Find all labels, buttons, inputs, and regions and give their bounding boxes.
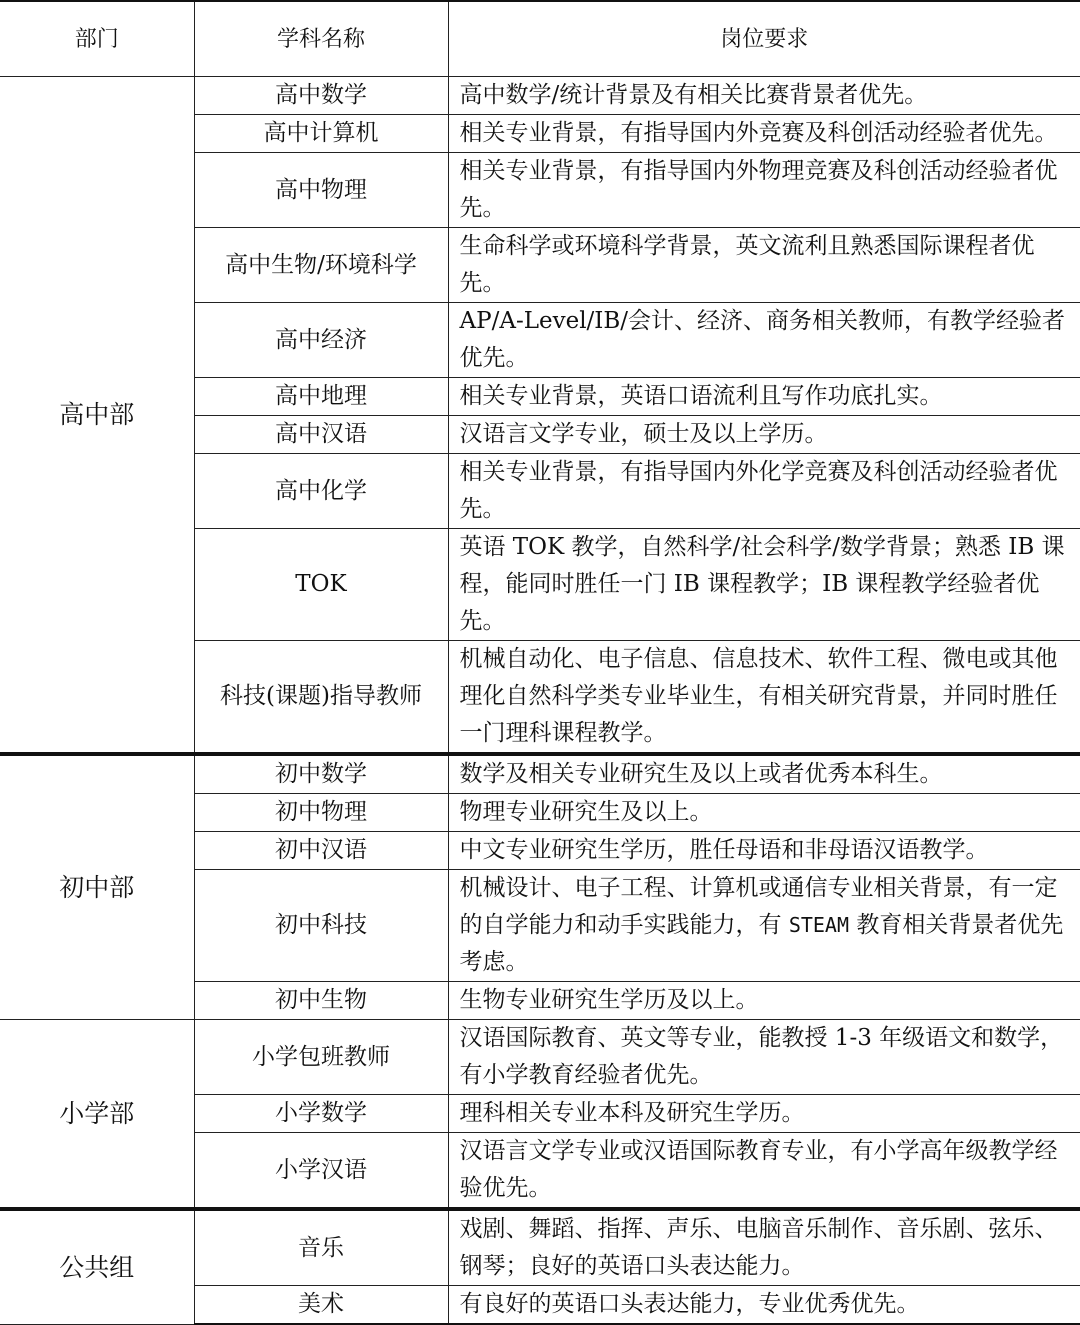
- requirement-cell: 生命科学或环境科学背景，英文流利且熟悉国际课程者优先。: [448, 228, 1080, 303]
- subject-cell: 音乐: [194, 1209, 448, 1286]
- requirement-cell: 相关专业背景，英语口语流利且写作功底扎实。: [448, 378, 1080, 416]
- table-row: [0, 1020, 1080, 1095]
- requirement-cell: 相关专业背景，有指导国内外化学竞赛及科创活动经验者优先。: [448, 454, 1080, 529]
- requirement-cell: 高中数学/统计背景及有相关比赛背景者优先。: [448, 77, 1080, 115]
- subject-cell: 高中汉语: [194, 416, 448, 454]
- header-dept: 部门: [0, 1, 194, 77]
- subject-cell: 高中计算机: [194, 115, 448, 153]
- header-row: [0, 1, 1080, 77]
- requirement-cell: AP/A-Level/IB/会计、经济、商务相关教师，有教学经验者优先。: [448, 303, 1080, 378]
- requirement-cell: [448, 870, 1080, 982]
- table-row: [0, 754, 1080, 794]
- header-subject: 学科名称: [194, 1, 448, 77]
- dept-cell-primary: 小学部: [0, 1020, 194, 1210]
- requirement-cell: 理科相关专业本科及研究生学历。: [448, 1095, 1080, 1133]
- requirement-cell: 汉语国际教育、英文等专业，能教授 1-3 年级语文和数学，有小学教育经验者优先。: [448, 1020, 1080, 1095]
- subject-cell: 科技(课题)指导教师: [194, 641, 448, 755]
- dept-cell-middle: 初中部: [0, 754, 194, 1020]
- table-row: [0, 1209, 1080, 1286]
- requirement-text: 教育相关背景者优先考虑。: [459, 912, 1064, 975]
- requirement-cell: 中文专业研究生学历，胜任母语和非母语汉语教学。: [448, 832, 1080, 870]
- requirement-text: 机械设计、电子工程、计算机或通信专业相关背景，有一定的自学能力和动手实践能力，有: [459, 875, 1058, 938]
- subject-cell: 初中汉语: [194, 832, 448, 870]
- requirement-cell: 相关专业背景，有指导国内外物理竞赛及科创活动经验者优先。: [448, 153, 1080, 228]
- subject-cell: 高中经济: [194, 303, 448, 378]
- table-row: [0, 77, 1080, 115]
- subject-cell: 高中数学: [194, 77, 448, 115]
- requirement-cell: 相关专业背景，有指导国内外竞赛及科创活动经验者优先。: [448, 115, 1080, 153]
- subject-cell: 初中科技: [194, 870, 448, 982]
- requirement-text-steam: STEAM: [788, 913, 850, 937]
- subject-cell: 初中数学: [194, 754, 448, 794]
- header-requirement: 岗位要求: [448, 1, 1080, 77]
- requirement-cell: 有良好的英语口头表达能力，专业优秀优先。: [448, 1286, 1080, 1325]
- subject-cell: 初中生物: [194, 982, 448, 1020]
- subject-cell: 高中物理: [194, 153, 448, 228]
- requirement-cell: 生物专业研究生学历及以上。: [448, 982, 1080, 1020]
- subject-cell: 美术: [194, 1286, 448, 1325]
- subject-cell: 高中地理: [194, 378, 448, 416]
- dept-cell-high: 高中部: [0, 77, 194, 755]
- requirement-cell: 物理专业研究生及以上。: [448, 794, 1080, 832]
- subject-cell: TOK: [194, 529, 448, 641]
- requirement-cell: 数学及相关专业研究生及以上或者优秀本科生。: [448, 754, 1080, 794]
- requirement-cell: 戏剧、舞蹈、指挥、声乐、电脑音乐制作、音乐剧、弦乐、钢琴；良好的英语口头表达能力。: [448, 1209, 1080, 1286]
- requirement-cell: 机械自动化、电子信息、信息技术、软件工程、微电或其他理化自然科学类专业毕业生，有相关研究背景，并同时胜任一门理科课程教学。: [448, 641, 1080, 755]
- subject-cell: 初中物理: [194, 794, 448, 832]
- subject-cell: 高中生物/环境科学: [194, 228, 448, 303]
- requirement-cell: 汉语言文学专业，硕士及以上学历。: [448, 416, 1080, 454]
- subject-cell: 小学汉语: [194, 1133, 448, 1210]
- dept-cell-public: 公共组: [0, 1209, 194, 1324]
- subject-cell: 小学包班教师: [194, 1020, 448, 1095]
- subject-cell: 高中化学: [194, 454, 448, 529]
- subject-cell: 小学数学: [194, 1095, 448, 1133]
- requirement-cell: 汉语言文学专业或汉语国际教育专业，有小学高年级教学经验优先。: [448, 1133, 1080, 1210]
- requirement-cell: 英语 TOK 教学，自然科学/社会科学/数学背景；熟悉 IB 课程，能同时胜任一门 IB 课程教学；IB 课程教学经验者优先。: [448, 529, 1080, 641]
